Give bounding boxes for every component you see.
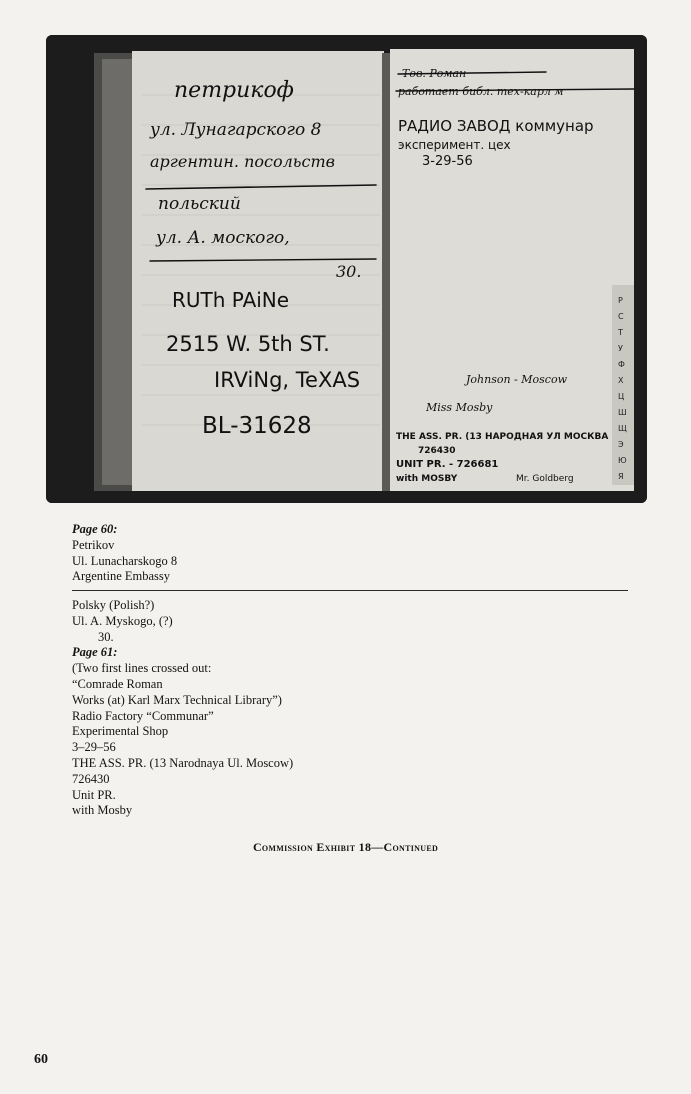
page-60-label: Page 60:: [72, 522, 118, 536]
crossed-out-line: работает библ. тех-карл м: [398, 85, 564, 98]
notebook-photograph: [46, 35, 647, 503]
index-tab-letter: Р: [618, 296, 623, 305]
handwriting-line: польский: [158, 194, 241, 214]
handwriting-line: ул. Лунагарского 8: [150, 120, 322, 140]
index-tab-letter: Э: [618, 440, 624, 449]
transcription-line: THE ASS. PR. (13 Narodnaya Ul. Moscow): [72, 755, 294, 770]
index-tab-letter: Ц: [618, 392, 625, 401]
transcription-line: Petrikov: [72, 537, 115, 552]
right-notebook-page: [390, 49, 634, 491]
handwriting-line: аргентин. посольств: [150, 152, 335, 171]
index-tab-letter: Х: [618, 376, 624, 385]
handwriting-line: THE ASS. PR. (13 НАРОДНАЯ УЛ МОСКВА: [396, 432, 609, 442]
transcription-line: (Two first lines crossed out:: [72, 661, 212, 676]
handwriting-line: 3-29-56: [422, 154, 473, 169]
transcription-line: 30.: [98, 629, 114, 644]
page-61-label: Page 61:: [72, 645, 118, 660]
handwriting-line: BL-31628: [202, 413, 312, 439]
transcription-line: Experimental Shop: [72, 724, 169, 739]
notebook-photo-svg: [46, 35, 647, 503]
page-number: 60: [34, 1052, 48, 1067]
handwriting-line: with MOSBY: [396, 474, 458, 484]
index-tab-letter: Т: [618, 328, 623, 337]
handwriting-line: 726430: [418, 446, 456, 456]
transcription-line: with Mosby: [72, 803, 133, 818]
page-61-transcription: [72, 598, 293, 819]
transcription-line: Polsky (Polish?): [72, 598, 155, 612]
crossed-out-line: Тов. Роман: [402, 67, 467, 80]
handwriting-line: Johnson - Moscow: [466, 373, 567, 386]
handwriting-line: UNIT PR. - 726681: [396, 459, 499, 470]
handwriting-line: RUTh PAiNe: [172, 288, 290, 312]
index-tab-letter: Щ: [618, 424, 627, 433]
handwriting-line: 2515 W. 5th ST.: [166, 332, 330, 356]
index-tab-letter: Ю: [618, 456, 627, 465]
index-tab-letter: У: [618, 344, 623, 353]
transcription-line: Unit PR.: [72, 787, 116, 802]
transcription-line: Ul. Lunacharskogo 8: [72, 553, 178, 568]
index-tab-letter: Ш: [618, 408, 627, 417]
transcription-line: 3–29–56: [72, 740, 116, 755]
handwriting-line: Mr. Goldberg: [516, 474, 574, 484]
handwriting-line: петрикоф: [174, 78, 294, 103]
handwriting-line: эксперимент. цех: [398, 138, 511, 152]
handwriting-line: IRViNg, TeXAS: [214, 368, 361, 392]
page-60-transcription: [72, 522, 632, 585]
section-divider: [72, 590, 628, 591]
exhibit-title: Commission Exhibit 18—Continued: [252, 840, 439, 854]
transcription-line: “Comrade Roman: [72, 676, 163, 691]
handwriting-line: ул. А. моского,: [156, 228, 290, 248]
index-tab-letter: Ф: [618, 360, 625, 369]
transcription-line: Works (at) Karl Marx Technical Library”): [72, 692, 282, 707]
handwriting-line: 30.: [336, 262, 362, 281]
transcription-line: Ul. A. Myskogo, (?): [72, 613, 173, 628]
transcription-line: 726430: [72, 771, 110, 786]
transcription-line: Radio Factory “Communar”: [72, 708, 214, 723]
index-tab-letter: С: [618, 312, 624, 321]
handwriting-line: Miss Mosby: [426, 401, 493, 414]
transcription-line: Argentine Embassy: [72, 569, 171, 584]
handwriting-line: РАДИО ЗАВОД коммунар: [398, 117, 594, 135]
index-tab-letter: Я: [618, 472, 624, 481]
